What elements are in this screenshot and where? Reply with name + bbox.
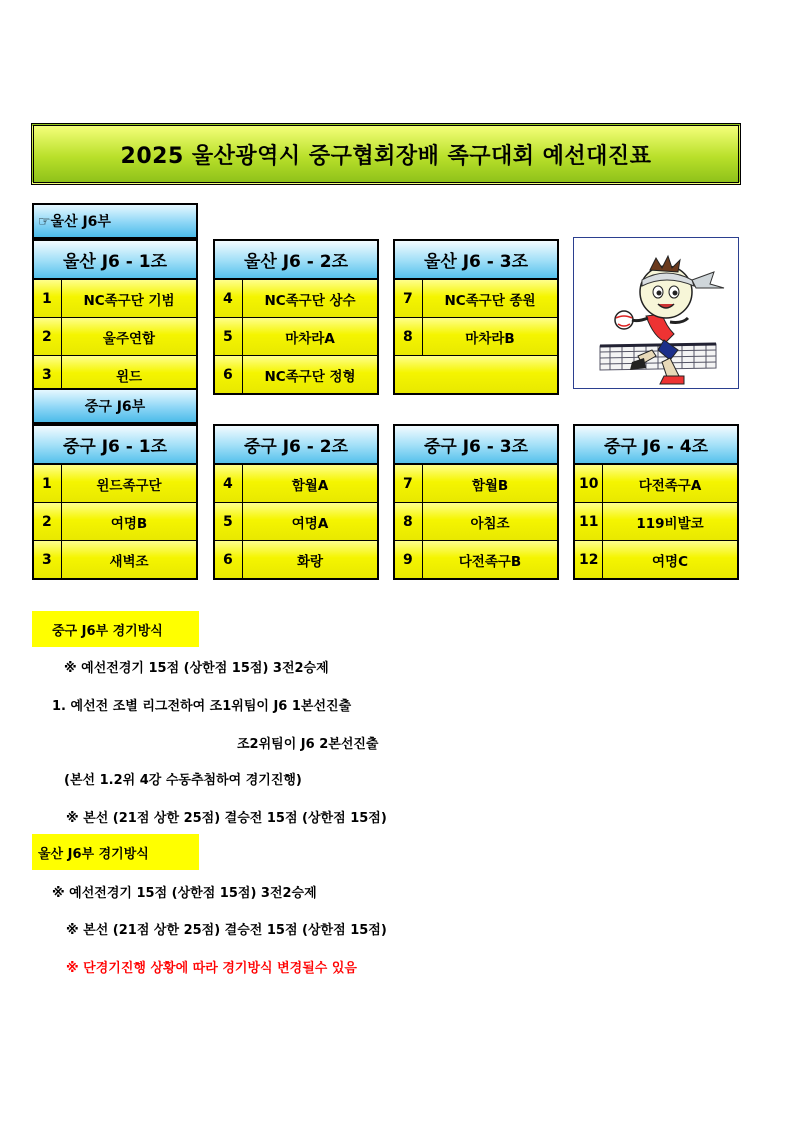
jokgu-mascot-icon [574, 238, 738, 388]
group-junggu-3 [393, 424, 559, 580]
team-name: 함월A [291, 477, 329, 494]
group-ulsan-1 [32, 239, 198, 395]
ulsan-rule-line: ※ 예선전경기 15점 (상한점 15점) 3전2승제 [52, 886, 317, 901]
team-number: 3 [34, 541, 62, 578]
team-number: 7 [395, 280, 423, 317]
team-name: NC족구단 정형 [264, 368, 356, 385]
team-name: NC족구단 종원 [444, 292, 536, 309]
group-ulsan-3 [393, 239, 559, 395]
group-header: 중구 J6 - 2조 [215, 426, 377, 465]
team-name: 여명A [291, 515, 329, 532]
team-name: 윈드 [115, 368, 143, 385]
team-number: 10 [575, 465, 603, 502]
junggu-rules-heading: 중구 J6부 경기방식 [32, 611, 199, 647]
junggu-rule-line: ※ 본선 (21점 상한 25점) 결승전 15점 (상한점 15점) [66, 811, 387, 826]
page-title: 2025 울산광역시 중구협회장배 족구대회 예선대진표 [120, 143, 652, 169]
team-name: 새벽조 [109, 553, 149, 570]
group-header: 중구 J6 - 3조 [395, 426, 557, 465]
team-number: 11 [575, 503, 603, 540]
team-number: 6 [215, 541, 243, 578]
team-number: 1 [34, 280, 62, 317]
team-number: 1 [34, 465, 62, 502]
team-number: 4 [215, 280, 243, 317]
team-row [215, 503, 377, 541]
team-row [215, 280, 377, 318]
group-header: 중구 J6 - 4조 [575, 426, 737, 465]
team-row [34, 280, 196, 318]
group-header: 울산 J6 - 3조 [395, 241, 557, 280]
team-number: 8 [395, 503, 423, 540]
team-row [34, 465, 196, 503]
group-junggu-2 [213, 424, 379, 580]
team-row [215, 356, 377, 393]
junggu-rule-line: (본선 1.2위 4강 수동추첨하여 경기진행) [64, 773, 302, 788]
team-row [575, 541, 737, 578]
group-header: 울산 J6 - 1조 [34, 241, 196, 280]
team-name: 화랑 [296, 553, 324, 570]
rule-warning: ※ 단경기진행 상황에 따라 경기방식 변경될수 있음 [66, 961, 357, 976]
page-title-banner [31, 123, 741, 185]
team-row [395, 503, 557, 541]
junggu-rule-line: 조2위팀이 J6 2본선진출 [237, 737, 379, 752]
team-row [215, 318, 377, 356]
team-row [34, 318, 196, 356]
team-number: 6 [215, 356, 243, 393]
team-number: 5 [215, 503, 243, 540]
team-number: 3 [34, 356, 62, 393]
team-number: 2 [34, 503, 62, 540]
team-name: 함월B [471, 477, 509, 494]
team-row [34, 503, 196, 541]
team-name: 윈드족구단 [96, 477, 162, 494]
team-name: NC족구단 상수 [264, 292, 356, 309]
team-name: 다전족구B [458, 553, 522, 570]
junggu-rule-line: ※ 예선전경기 15점 (상한점 15점) 3전2승제 [64, 661, 329, 676]
section-label-junggu: 중구 J6부 [32, 388, 198, 424]
group-header: 중구 J6 - 1조 [34, 426, 196, 465]
team-row [395, 280, 557, 318]
group-ulsan-2 [213, 239, 379, 395]
team-name: 다전족구A [638, 477, 702, 494]
team-number: 5 [215, 318, 243, 355]
section-label-ulsan: ☞울산 J6부 [32, 203, 198, 239]
team-row [215, 465, 377, 503]
team-name: 울주연합 [102, 330, 156, 347]
mascot-image [573, 237, 739, 389]
group-header: 울산 J6 - 2조 [215, 241, 377, 280]
team-name: NC족구단 기범 [83, 292, 175, 309]
team-number: 2 [34, 318, 62, 355]
team-row [34, 541, 196, 578]
team-number: 4 [215, 465, 243, 502]
junggu-rule-line: 1. 예선전 조별 리그전하여 조1위팀이 J6 1본선진출 [52, 699, 352, 714]
team-number: 9 [395, 541, 423, 578]
team-name: 여명B [110, 515, 148, 532]
team-row [575, 503, 737, 541]
ulsan-rules-heading: 울산 J6부 경기방식 [32, 834, 199, 870]
team-row [575, 465, 737, 503]
team-row [395, 318, 557, 356]
team-number: 8 [395, 318, 423, 355]
team-row [215, 541, 377, 578]
team-number: 7 [395, 465, 423, 502]
team-name: 마차라B [465, 330, 515, 347]
ulsan-rule-line: ※ 본선 (21점 상한 25점) 결승전 15점 (상한점 15점) [66, 923, 387, 938]
team-name: 119비발코 [636, 515, 704, 532]
team-name [395, 356, 557, 393]
team-name: 아침조 [470, 515, 510, 532]
team-name: 마차라A [285, 330, 335, 347]
team-row [395, 541, 557, 578]
group-junggu-4 [573, 424, 739, 580]
team-row-empty [395, 356, 557, 393]
team-number: 12 [575, 541, 603, 578]
team-row [395, 465, 557, 503]
group-junggu-1 [32, 424, 198, 580]
team-name: 여명C [652, 553, 688, 570]
